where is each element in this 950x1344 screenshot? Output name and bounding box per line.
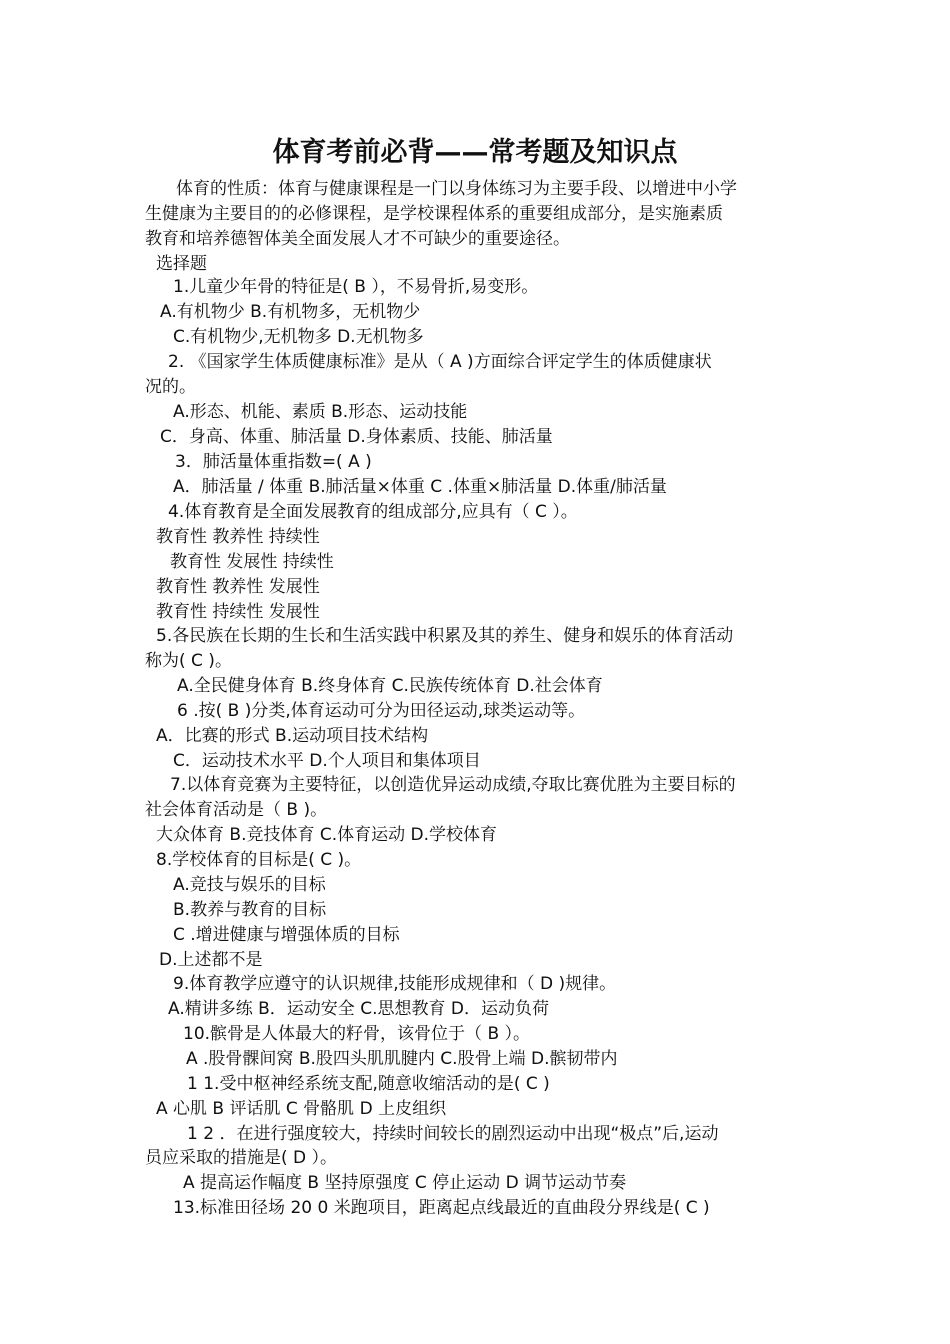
page-title: 体育考前必背——常考题及知识点 xyxy=(272,137,678,168)
question: 1 2 ．在进行强度较大，持续时间较长的剧烈运动中出现“极点”后,运动 xyxy=(187,1124,719,1144)
section-heading: 选择题 xyxy=(156,254,207,274)
question: 3．肺活量体重指数=( A ) xyxy=(175,452,372,472)
answer-options: C．运动技术水平 D.个人项目和集体项目 xyxy=(173,751,481,771)
answer-options: 教育性 发展性 持续性 xyxy=(170,552,334,572)
answer-options: A 心肌 B 评话肌 C 骨骼肌 D 上皮组织 xyxy=(156,1099,447,1119)
question: 2. 《国家学生体质健康标准》是从（ A )方面综合评定学生的体质健康状 xyxy=(168,352,712,372)
answer-options: A．肺活量 / 体重 B.肺活量×体重 C .体重×肺活量 D.体重/肺活量 xyxy=(173,477,667,497)
question: 8.学校体育的目标是( C )。 xyxy=(156,850,362,870)
question: 13.标准田径场 20 0 米跑项目，距离起点线最近的直曲段分界线是( C ) xyxy=(173,1198,710,1218)
text-line: 生健康为主要目的的必修课程，是学校课程体系的重要组成部分，是实施素质 xyxy=(145,204,723,224)
answer-options: A．比赛的形式 B.运动项目技术结构 xyxy=(156,726,429,746)
question: 1 1.受中枢神经系统支配,随意收缩活动的是( C ) xyxy=(187,1074,550,1094)
question-continued: 况的。 xyxy=(145,377,196,397)
text-line: 体育的性质：体育与健康课程是一门以身体练习为主要手段、以增进中小学 xyxy=(176,179,737,199)
answer-options: C.有机物少,无机物多 D.无机物多 xyxy=(173,327,424,347)
answer-options: 教育性 教养性 发展性 xyxy=(156,577,320,597)
answer-options: A.有机物少 B.有机物多，无机物少 xyxy=(160,302,421,322)
question: 4.体育教育是全面发展教育的组成部分,应具有（ C ）。 xyxy=(168,502,578,522)
question: 5.各民族在长期的生长和生活实践中积累及其的养生、健身和娱乐的体育活动 xyxy=(156,626,734,646)
text-line: 教育和培养德智体美全面发展人才不可缺少的重要途径。 xyxy=(145,229,570,249)
question: 9.体育教学应遵守的认识规律,技能形成规律和（ D )规律。 xyxy=(173,974,617,994)
answer-options: C．身高、体重、肺活量 D.身体素质、技能、肺活量 xyxy=(160,427,553,447)
question-continued: 社会体育活动是（ B )。 xyxy=(145,800,328,820)
answer-options: A 提高运作幅度 B 坚持原强度 C 停止运动 D 调节运动节奏 xyxy=(183,1173,627,1193)
answer-options: 教育性 持续性 发展性 xyxy=(156,602,320,622)
answer-options: A.全民健身体育 B.终身体育 C.民族传统体育 D.社会体育 xyxy=(177,676,603,696)
question: 7.以体育竞赛为主要特征，以创造优异运动成绩,夺取比赛优胜为主要目标的 xyxy=(170,775,736,795)
answer-options: B.教养与教育的目标 xyxy=(173,900,327,920)
question: 1.儿童少年骨的特征是( B ），不易骨折,易变形。 xyxy=(173,277,539,297)
answer-options: 大众体育 B.竞技体育 C.体育运动 D.学校体育 xyxy=(156,825,498,845)
answer-options: C .增进健康与增强体质的目标 xyxy=(173,925,400,945)
answer-options: D.上述都不是 xyxy=(159,950,263,970)
answer-options: A.竞技与娱乐的目标 xyxy=(173,875,326,895)
question: 6 .按( B )分类,体育运动可分为田径运动,球类运动等。 xyxy=(177,701,586,721)
question-continued: 称为( C )。 xyxy=(145,651,232,671)
question: 10.髌骨是人体最大的籽骨，该骨位于（ B ）。 xyxy=(183,1024,531,1044)
question-continued: 员应采取的措施是( D ）。 xyxy=(145,1148,338,1168)
answer-options: A .股骨髁间窝 B.股四头肌肌腱内 C.股骨上端 D.髌韧带内 xyxy=(186,1049,618,1069)
answer-options: 教育性 教养性 持续性 xyxy=(156,527,320,547)
answer-options: A.精讲多练 B．运动安全 C.思想教育 D．运动负荷 xyxy=(168,999,549,1019)
answer-options: A.形态、机能、素质 B.形态、运动技能 xyxy=(173,402,468,422)
